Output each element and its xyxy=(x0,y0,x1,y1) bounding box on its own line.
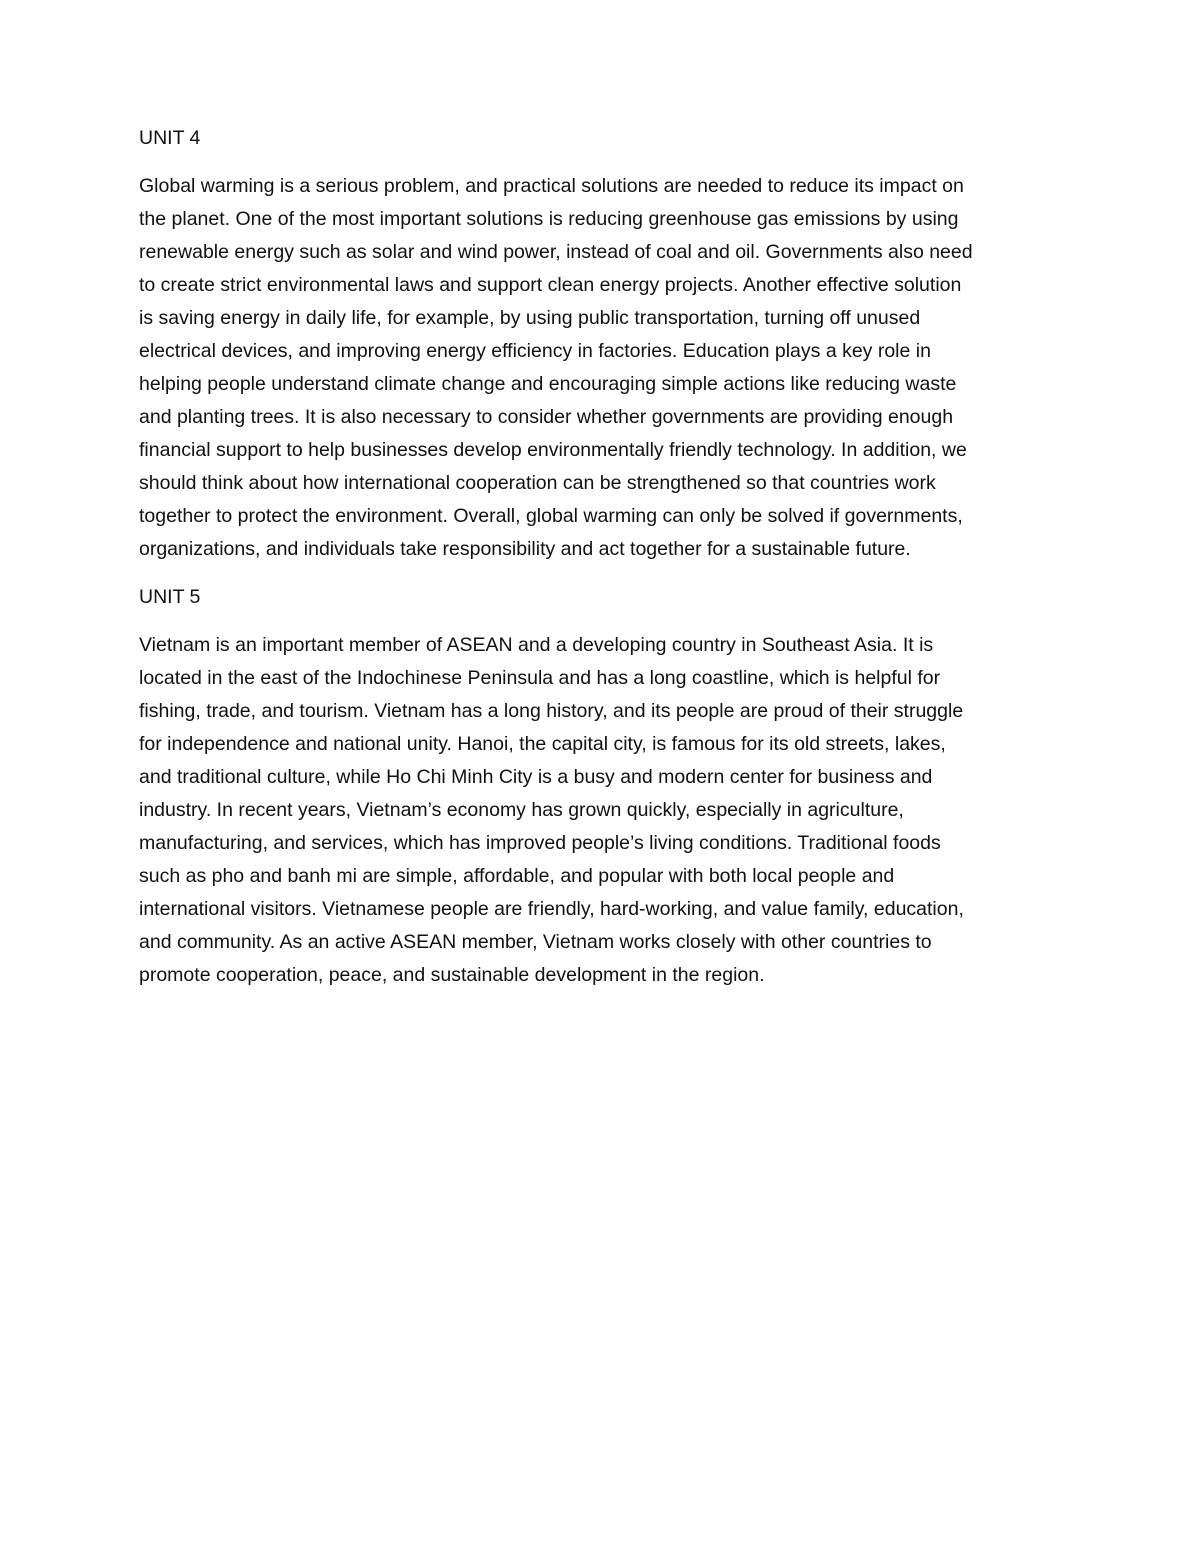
paragraph-line: for independence and national unity. Hanoi, the capital city, is famous for its old streets, lakes, xyxy=(139,733,946,755)
unit-4-section xyxy=(139,122,1069,566)
paragraph-line: financial support to help businesses develop environmentally friendly technology. In addition, we xyxy=(139,439,967,461)
paragraph-line: organizations, and individuals take responsibility and act together for a sustainable future. xyxy=(139,538,911,560)
paragraph-line: and community. As an active ASEAN member, Vietnam works closely with other countries to xyxy=(139,931,932,953)
unit-5-section xyxy=(139,581,1069,992)
paragraph-line: industry. In recent years, Vietnam’s economy has grown quickly, especially in agriculture, xyxy=(139,799,904,821)
paragraph-line: international visitors. Vietnamese people are friendly, hard-working, and value family, education, xyxy=(139,898,964,920)
unit-5-paragraph xyxy=(139,629,1069,992)
paragraph-line: together to protect the environment. Overall, global warming can only be solved if governments, xyxy=(139,505,963,527)
paragraph-line: renewable energy such as solar and wind power, instead of coal and oil. Governments also need xyxy=(139,241,973,263)
paragraph-line: the planet. One of the most important solutions is reducing greenhouse gas emissions by using xyxy=(139,208,959,230)
unit-4-paragraph xyxy=(139,170,1069,566)
paragraph-line: and planting trees. It is also necessary to consider whether governments are providing enough xyxy=(139,406,954,428)
paragraph-line: Vietnam is an important member of ASEAN and a developing country in Southeast Asia. It is xyxy=(139,634,934,656)
paragraph-line: should think about how international cooperation can be strengthened so that countries work xyxy=(139,472,936,494)
unit-5-heading: UNIT 5 xyxy=(139,586,201,608)
paragraph-line: and traditional culture, while Ho Chi Minh City is a busy and modern center for business and xyxy=(139,766,933,788)
paragraph-line: helping people understand climate change and encouraging simple actions like reducing waste xyxy=(139,373,957,395)
paragraph-line: to create strict environmental laws and support clean energy projects. Another effective solution xyxy=(139,274,962,296)
paragraph-line: fishing, trade, and tourism. Vietnam has a long history, and its people are proud of their struggle xyxy=(139,700,964,722)
paragraph-line: is saving energy in daily life, for example, by using public transportation, turning off unused xyxy=(139,307,921,329)
document-page xyxy=(139,122,1069,1007)
paragraph-line: located in the east of the Indochinese Peninsula and has a long coastline, which is helpful for xyxy=(139,667,941,689)
paragraph-line: promote cooperation, peace, and sustainable development in the region. xyxy=(139,964,765,986)
paragraph-line: electrical devices, and improving energy efficiency in factories. Education plays a key role in xyxy=(139,340,931,362)
paragraph-line: manufacturing, and services, which has improved people’s living conditions. Traditional foods xyxy=(139,832,941,854)
paragraph-line: such as pho and banh mi are simple, affordable, and popular with both local people and xyxy=(139,865,895,887)
unit-4-heading: UNIT 4 xyxy=(139,127,201,149)
paragraph-line: Global warming is a serious problem, and practical solutions are needed to reduce its impact on xyxy=(139,175,964,197)
